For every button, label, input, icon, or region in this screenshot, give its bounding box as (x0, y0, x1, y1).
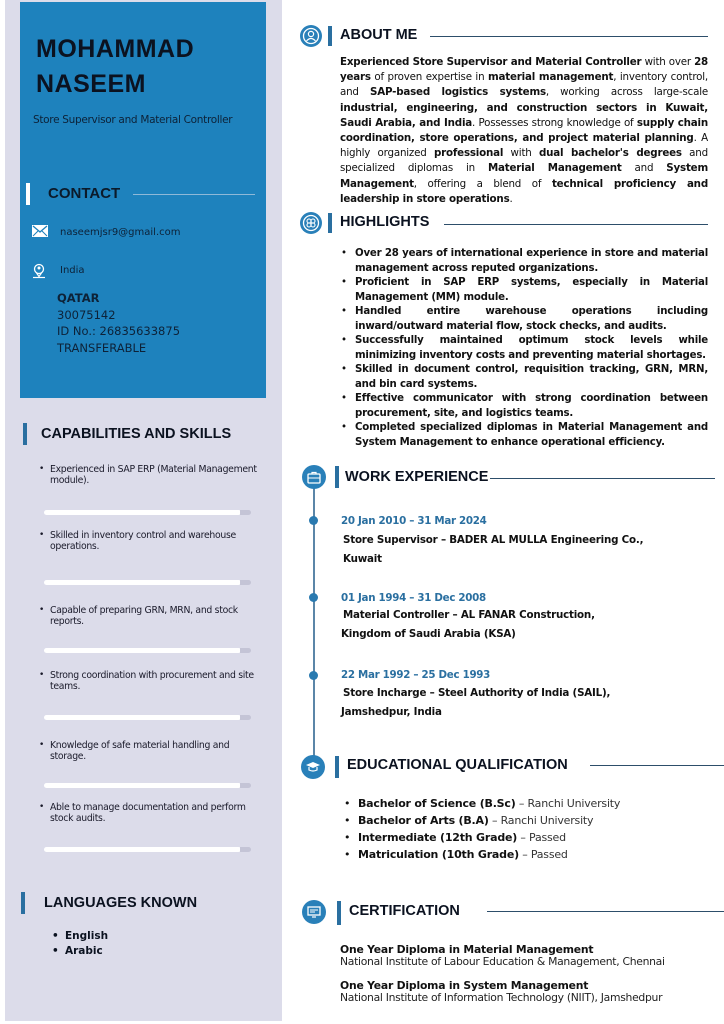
skill-level-track (240, 510, 251, 515)
highlight-item (355, 276, 708, 305)
work-place: Jamshedpur, India (341, 706, 442, 718)
education-item (358, 814, 593, 827)
about-text (340, 55, 708, 207)
envelope-icon (32, 225, 50, 239)
skill-item: • Knowledge of safe material handling and storage. (50, 740, 260, 762)
network-icon (300, 212, 322, 234)
languages-title: LANGUAGES KNOWN (44, 895, 198, 911)
job-title: Store Supervisor and Material Controller (33, 114, 233, 126)
education-item (358, 797, 620, 810)
about-emphasis: industrial, engineering, and construction sectors in Kuwait, Saudi Arabia, and India (340, 101, 708, 129)
about-emphasis: System Management (340, 162, 708, 190)
name-line-1: MOHAMMAD (36, 35, 195, 63)
degree: Matriculation (10th Grade) (358, 848, 519, 861)
timeline-dot (309, 671, 318, 680)
highlight-item (355, 392, 708, 421)
highlight-text: Skilled in document control, requisition tracking, GRN, MRN, and bin card systems. (355, 364, 708, 390)
about-title: ABOUT ME (340, 27, 418, 43)
about-fragment: . (509, 192, 513, 205)
degree: Intermediate (12th Grade) (358, 831, 518, 844)
email-text[interactable]: naseemjsr9@gmail.com (60, 226, 181, 238)
id-number: ID No.: 26835633875 (57, 324, 181, 338)
about-fragment: , working across large-scale (545, 86, 708, 99)
skill-level-bar (44, 580, 241, 585)
heading-bar (335, 466, 339, 488)
skill-level-bar (44, 783, 241, 788)
work-role: Material Controller – AL FANAR Construction, (343, 609, 595, 621)
skill-level-track (240, 648, 251, 653)
education-item (358, 831, 566, 844)
heading-bar (328, 26, 332, 46)
education-item (358, 848, 568, 861)
skill-item: • Experienced in SAP ERP (Material Management module). (50, 464, 260, 486)
highlight-text: Effective communicator with strong coordination between procurement, site, and logistics teams. (355, 393, 708, 419)
heading-bar (335, 756, 339, 778)
email-row[interactable] (32, 225, 181, 239)
skill-item: • Able to manage documentation and perform stock audits. (50, 802, 260, 824)
certificate-institute: National Institute of Labour Education & Management, Chennai (340, 955, 665, 968)
about-fragment: and specialized diplomas in (340, 147, 708, 175)
contact-heading (26, 183, 256, 205)
certificate-title: One Year Diploma in Material Management (340, 943, 594, 956)
about-fragment: . A highly organized (340, 132, 708, 160)
heading-bar (26, 183, 30, 205)
work-role: Store Supervisor – BADER AL MULLA Engineering Co., (343, 534, 644, 546)
about-emphasis: SAP-based logistics systems (369, 86, 546, 99)
degree: Bachelor of Arts (B.A) (358, 814, 489, 827)
graduation-cap-icon (301, 755, 325, 779)
skill-level-bar (44, 847, 241, 852)
skills-title: CAPABILITIES AND SKILLS (41, 426, 232, 442)
heading-bar (21, 892, 25, 914)
language-item: • Arabic (65, 945, 103, 957)
work-place: Kingdom of Saudi Arabia (KSA) (341, 628, 516, 640)
location-row (32, 263, 85, 277)
degree: Bachelor of Science (B.Sc) (358, 797, 516, 810)
highlight-text: Completed specialized diplomas in Material Management and System Management to enhance operational efficiency. (355, 422, 708, 448)
about-emphasis: 28 years (340, 56, 708, 84)
monitor-certificate-icon (302, 900, 326, 924)
about-emphasis: Experienced Store Supervisor and Material Controller (340, 56, 642, 68)
about-fragment: . Possesses strong knowledge of (472, 116, 637, 129)
certification-title: CERTIFICATION (349, 903, 460, 919)
heading-divider (487, 911, 724, 912)
highlights-title: HIGHLIGHTS (340, 214, 430, 230)
highlight-item (355, 334, 708, 363)
skill-item: • Capable of preparing GRN, MRN, and stock reports. (50, 605, 260, 627)
skill-item: • Strong coordination with procurement and site teams. (50, 670, 260, 692)
skill-level-track (240, 847, 251, 852)
highlight-text: Handled entire warehouse operations including inward/outward material flow, stock checks, and audits. (355, 306, 708, 332)
about-emphasis: supply chain coordination, store operations, and project material planning (340, 116, 708, 145)
about-emphasis: professional (433, 147, 504, 160)
user-circle-icon (300, 25, 322, 47)
skill-level-track (240, 783, 251, 788)
language-item: • English (65, 930, 108, 942)
certificate-title: One Year Diploma in System Management (340, 979, 589, 992)
about-emphasis: Material Management (487, 162, 622, 175)
result: – Passed (517, 831, 566, 844)
heading-bar (23, 423, 27, 445)
skill-level-bar (44, 715, 241, 720)
result: – Passed (518, 848, 568, 861)
skill-level-track (240, 715, 251, 720)
work-entry (343, 531, 643, 569)
name-line-2: NASEEM (36, 70, 146, 98)
heading-divider (590, 765, 724, 766)
heading-divider (430, 36, 708, 37)
highlight-text: Successfully maintained optimum stock levels while minimizing inventory costs and preventing material shortages. (355, 335, 708, 361)
about-emphasis: dual bachelor's degrees (538, 147, 682, 160)
contact-details (57, 290, 180, 356)
heading-bar (328, 213, 332, 233)
work-entry (341, 606, 595, 644)
about-fragment: , offering a blend of (413, 177, 552, 190)
country: QATAR (57, 291, 100, 305)
highlight-item (355, 305, 708, 334)
work-place: Kuwait (343, 553, 382, 565)
heading-bar (337, 901, 341, 925)
skill-level-bar (44, 510, 241, 515)
heading-divider (490, 478, 715, 479)
about-emphasis: material management (487, 71, 614, 84)
highlight-text: Proficient in SAP ERP systems, especially in Material Management (MM) module. (355, 277, 708, 303)
contact-title: CONTACT (48, 185, 121, 202)
heading-divider (133, 194, 255, 195)
about-emphasis: technical proficiency and leadership in store operations (340, 177, 708, 205)
briefcase-icon (302, 465, 326, 489)
education-title: EDUCATIONAL QUALIFICATION (347, 757, 568, 773)
skill-level-bar (44, 648, 241, 653)
about-fragment: of proven expertise in (370, 71, 488, 84)
location-pin-icon (32, 263, 50, 277)
heading-divider (444, 224, 708, 225)
timeline-dot (309, 593, 318, 602)
work-date: 20 Jan 2010 – 31 Mar 2024 (341, 515, 487, 527)
work-title: WORK EXPERIENCE (345, 469, 489, 485)
certificate-institute: National Institute of Information Technology (NIIT), Jamshedpur (340, 991, 663, 1004)
about-fragment: with (503, 147, 539, 160)
transfer-status: TRANSFERABLE (57, 340, 147, 355)
institution: – Ranchi University (488, 814, 594, 827)
timeline-dot (309, 516, 318, 525)
highlight-item (355, 363, 708, 392)
work-date: 01 Jan 1994 – 31 Dec 2008 (341, 592, 486, 604)
institution: – Ranchi University (515, 797, 621, 810)
candidate-name (36, 32, 194, 102)
about-fragment: with over (641, 56, 695, 68)
about-fragment: and (621, 162, 667, 175)
highlight-text: Over 28 years of international experience in store and material management across reputed organizations. (355, 248, 708, 274)
phone: 30075142 (57, 307, 116, 322)
work-role: Store Incharge – Steel Authority of India (SAIL), (343, 687, 611, 699)
skill-item: • Skilled in inventory control and warehouse operations. (50, 530, 260, 552)
languages-heading (21, 892, 271, 914)
work-entry (341, 684, 610, 722)
skill-level-track (240, 580, 251, 585)
work-date: 22 Mar 1992 – 25 Dec 1993 (341, 669, 491, 681)
about-fragment: , inventory control, and (340, 71, 709, 99)
highlight-item (355, 421, 708, 450)
location-text: India (60, 264, 85, 276)
highlight-item (355, 247, 708, 276)
skills-heading (23, 423, 273, 445)
